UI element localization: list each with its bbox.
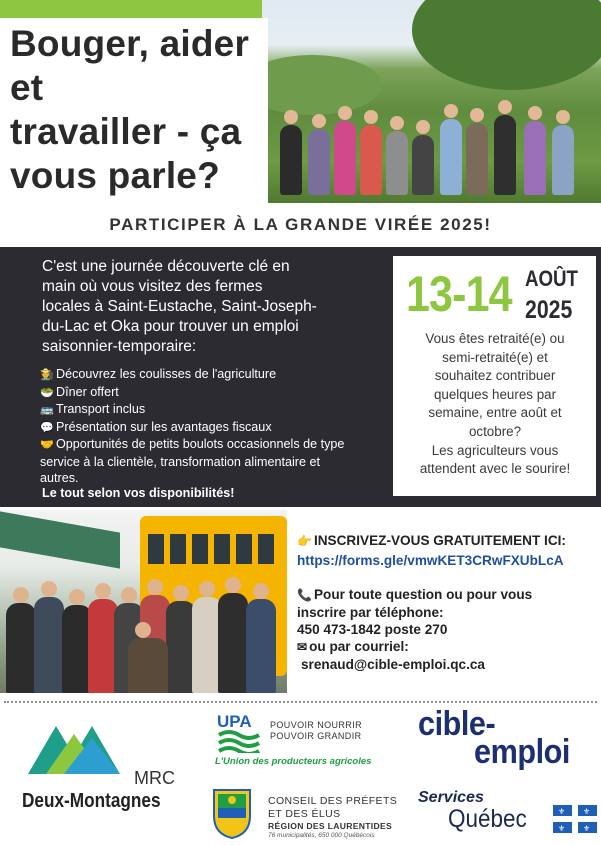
envelope-icon: ✉ — [297, 640, 308, 654]
farmer-icon: 🧑‍🌾 — [40, 369, 54, 381]
list-item-text: Présentation sur les avantages fiscaux — [56, 419, 272, 434]
mrc-prefix: MRC — [134, 768, 175, 788]
farm-group-photo — [262, 0, 601, 203]
event-year: 2025 — [525, 296, 573, 324]
description-line: souhaitez contribuer — [434, 368, 556, 384]
cible-emploi-logo: cible- — [418, 705, 496, 743]
list-item — [40, 436, 390, 454]
email-address[interactable]: srenaud@cible-emploi.qc.ca — [301, 657, 485, 672]
description-line: Les agriculteurs vous — [431, 442, 559, 458]
upa-line: POUVOIR GRANDIR — [270, 731, 362, 741]
bus-icon: 🚌 — [40, 404, 54, 416]
headline-line: vous parle? — [10, 155, 220, 196]
conseil-line: RÉGION DES LAURENTIDES — [268, 821, 393, 831]
intro-line: main où vous visitez des fermes — [42, 278, 263, 295]
intro-line: saisonnier-temporaire: — [42, 338, 197, 355]
dotted-divider — [4, 701, 597, 703]
conseil-line: 76 municipalités, 650 000 Québécois — [268, 832, 375, 839]
headline-line: Bouger, aider et — [10, 23, 250, 108]
salad-icon: 🥗 — [40, 386, 54, 399]
description-line: octobre? — [468, 423, 522, 439]
description-line: Vous êtes retraité(e) ou — [425, 331, 565, 346]
intro-line: du-Lac et Oka pour trouver un emploi — [42, 318, 299, 335]
upa-logo — [215, 711, 262, 753]
headline-line: travailler - ça — [10, 111, 242, 152]
signup-link[interactable]: https://forms.gle/vmwKET3CRwFXUbLcA — [297, 553, 564, 568]
contact-info — [297, 532, 597, 673]
svg-text:⚜: ⚜ — [583, 807, 591, 816]
email-heading: ✉ ou par courriel: — [297, 639, 409, 654]
list-item-text: Dîner offert — [56, 384, 119, 399]
svg-text:UPA: UPA — [217, 712, 252, 731]
description-line: attendent avec le sourire! — [419, 461, 571, 477]
services-quebec-logo: Services — [418, 789, 484, 806]
list-item-text: Opportunités de petits boulots occasionnels de type — [56, 437, 345, 451]
intro-text — [42, 257, 367, 357]
list-item — [40, 366, 390, 384]
event-days: 13-14 — [406, 266, 512, 322]
description-line: semi-retraité(e) et — [442, 349, 548, 365]
list-item-continuation: service à la clientèle, transformation alimentaire et — [40, 454, 320, 469]
intro-line: C'est une journée découverte clé en — [42, 258, 290, 275]
benefits-list — [40, 366, 390, 487]
svg-text:⚜: ⚜ — [558, 807, 566, 816]
services-quebec-logo: Québec — [448, 805, 527, 833]
phone-subheading: inscrire par téléphone: — [297, 605, 444, 620]
date-description — [400, 330, 590, 479]
list-item-text: Découvrez les coulisses de l'agriculture — [56, 367, 277, 381]
upa-tagline: L'Union des producteurs agricoles — [215, 756, 372, 767]
laurentides-crest-icon — [206, 784, 258, 840]
pointing-hand-icon: 👉 — [297, 534, 312, 548]
banner-title: PARTICIPER À LA GRANDE VIRÉE 2025! — [109, 215, 492, 234]
list-item — [40, 401, 390, 419]
quebec-flag-icon — [553, 805, 597, 833]
list-item-continuation: autres. — [40, 471, 79, 485]
handshake-icon: 🤝 — [40, 439, 54, 451]
intro-line: locales à Saint-Eustache, Saint-Joseph- — [42, 298, 317, 315]
mrc-deux-montagnes-logo — [28, 716, 120, 774]
description-line: quelques heures par — [433, 386, 557, 402]
upa-line: POUVOIR NOURRIR — [270, 720, 363, 730]
svg-text:⚜: ⚜ — [558, 824, 566, 833]
school-bus-group-photo — [0, 510, 287, 693]
event-banner — [0, 203, 601, 247]
conseil-line: ET DES ÉLUS — [268, 808, 341, 820]
event-month: AOÛT — [525, 266, 578, 291]
conseil-line: CONSEIL DES PRÉFETS — [268, 795, 398, 807]
list-item — [40, 384, 390, 402]
headline — [0, 18, 268, 206]
phone-icon: 📞 — [297, 588, 312, 602]
list-item-text: Transport inclus — [56, 402, 146, 416]
mrc-name: Deux-Montagnes — [22, 790, 161, 812]
cible-emploi-logo: emploi — [474, 733, 570, 771]
phone-heading: 📞 Pour toute question ou pour vous — [297, 587, 533, 602]
svg-text:⚜: ⚜ — [583, 824, 591, 833]
speech-bubble-icon: 💬 — [40, 421, 54, 434]
closing-note: Le tout selon vos disponibilités! — [42, 486, 235, 500]
description-line: semaine, entre août et — [428, 405, 562, 421]
list-item — [40, 419, 390, 437]
signup-heading: 👉 INSCRIVEZ-VOUS GRATUITEMENT ICI: — [297, 533, 566, 548]
phone-number[interactable]: 450 473-1842 poste 270 — [297, 622, 448, 637]
